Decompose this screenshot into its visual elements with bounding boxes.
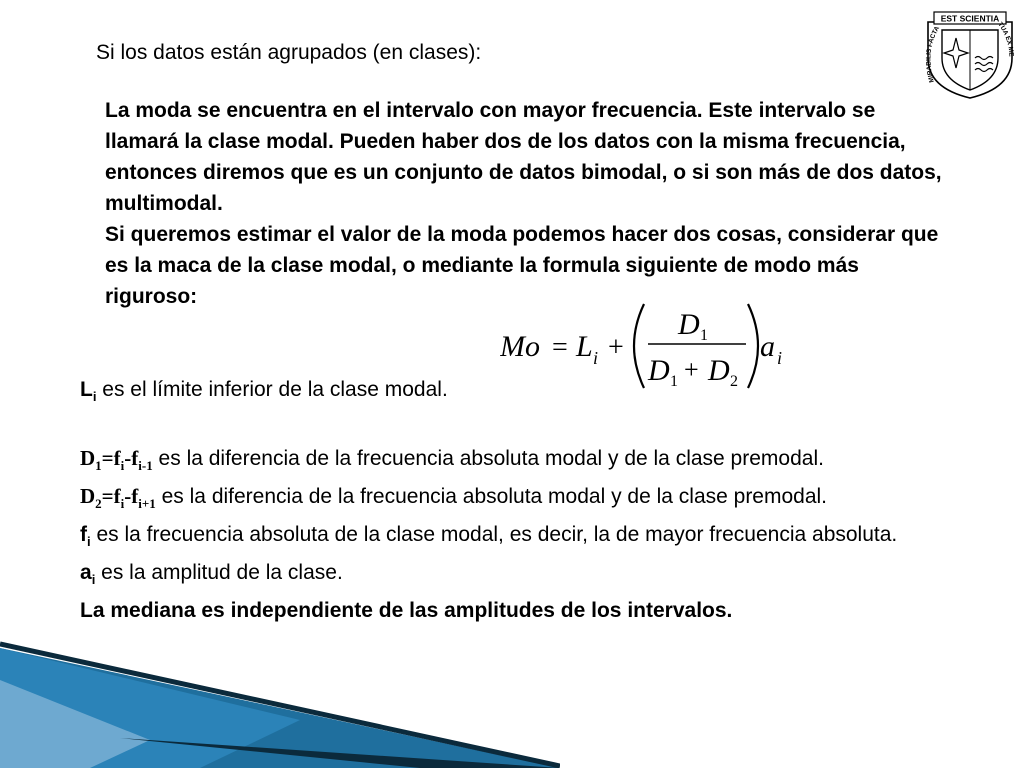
def-ai-symbol: a xyxy=(80,561,92,584)
def-li xyxy=(80,374,960,412)
def-d1-a: D xyxy=(80,446,96,470)
def-d2-b-sub: i xyxy=(120,496,125,511)
def-d1-b-sub: i xyxy=(120,458,125,473)
formula-plus: + xyxy=(608,332,624,363)
def-d1-text: es la diferencia de la frecuencia absoluta modal y de la clase premodal. xyxy=(152,447,824,470)
def-d1 xyxy=(80,443,960,481)
formula-den-D2: D xyxy=(708,354,730,387)
def-ai-text: es la amplitud de la clase. xyxy=(95,561,343,584)
def-d1-c: -f xyxy=(124,446,139,470)
formula-num-sub: 1 xyxy=(700,327,708,344)
university-seal-logo xyxy=(920,8,1020,100)
def-ai xyxy=(80,557,960,595)
seal-right-motto: TUA EX ME xyxy=(996,21,1015,57)
intro-text: Si los datos están agrupados (en clases): xyxy=(96,41,482,64)
def-d2-c: -f xyxy=(124,484,139,508)
def-d2-a: D xyxy=(80,484,96,508)
formula-L-sub: i xyxy=(593,348,599,368)
def-li-symbol: L xyxy=(80,378,93,401)
def-fi-text: es la frecuencia absoluta de la clase modal, es decir, la de mayor frecuencia absoluta. xyxy=(90,523,898,546)
closing-statement: La mediana es independiente de las amplitudes de los intervalos. xyxy=(80,599,733,622)
mode-paragraph-2: Si queremos estimar el valor de la moda podemos hacer dos cosas, considerar que es la maca de la clase modal, o mediante la formula siguiente de modo más riguroso: xyxy=(105,223,939,308)
def-fi-sub: i xyxy=(87,534,91,549)
formula-mo: Mo xyxy=(500,330,540,363)
def-fi xyxy=(80,519,960,557)
formula-den-D1: D xyxy=(648,354,670,387)
def-d2-text: es la diferencia de la frecuencia absoluta modal y de la clase premodal. xyxy=(155,485,828,508)
def-fi-symbol: f xyxy=(80,523,87,546)
formula-a: a xyxy=(760,330,775,363)
def-d1-a-sub: 1 xyxy=(95,458,102,473)
definitions xyxy=(80,374,960,626)
formula-num-D: D xyxy=(678,308,700,341)
def-d2-c-sub: i+1 xyxy=(138,496,156,511)
def-li-text: es el límite inferior de la clase modal. xyxy=(96,378,448,401)
def-d2 xyxy=(80,481,960,519)
def-li-sub: i xyxy=(92,389,97,404)
formula-den-plus: + xyxy=(684,355,699,384)
formula-den-sub2: 2 xyxy=(730,373,738,390)
def-d2-a-sub: 2 xyxy=(95,496,102,511)
decorative-wave-corner xyxy=(0,620,560,768)
formula-den-sub1: 1 xyxy=(670,373,678,390)
def-d2-b: =f xyxy=(101,484,121,508)
def-d1-b: =f xyxy=(101,446,121,470)
formula-equals: = xyxy=(552,332,568,363)
def-d1-c-sub: i-1 xyxy=(138,458,153,473)
mode-paragraph-1: La moda se encuentra en el intervalo con mayor frecuencia. Este intervalo se llamará la clase modal. Pueden haber dos de los datos con la misma frecuencia, entonces diremos que es un conjunto de datos bimodal, o si son más de dos datos, multimodal. xyxy=(105,99,942,215)
mode-explanation xyxy=(105,95,945,312)
def-ai-sub: i xyxy=(91,572,96,587)
spacer xyxy=(80,412,960,443)
formula-a-sub: i xyxy=(777,348,783,368)
formula-L: L xyxy=(576,330,593,363)
seal-left-motto: MIRABILIS FACTA xyxy=(925,25,942,84)
seal-banner-text: EST SCIENTIA xyxy=(940,13,1000,24)
